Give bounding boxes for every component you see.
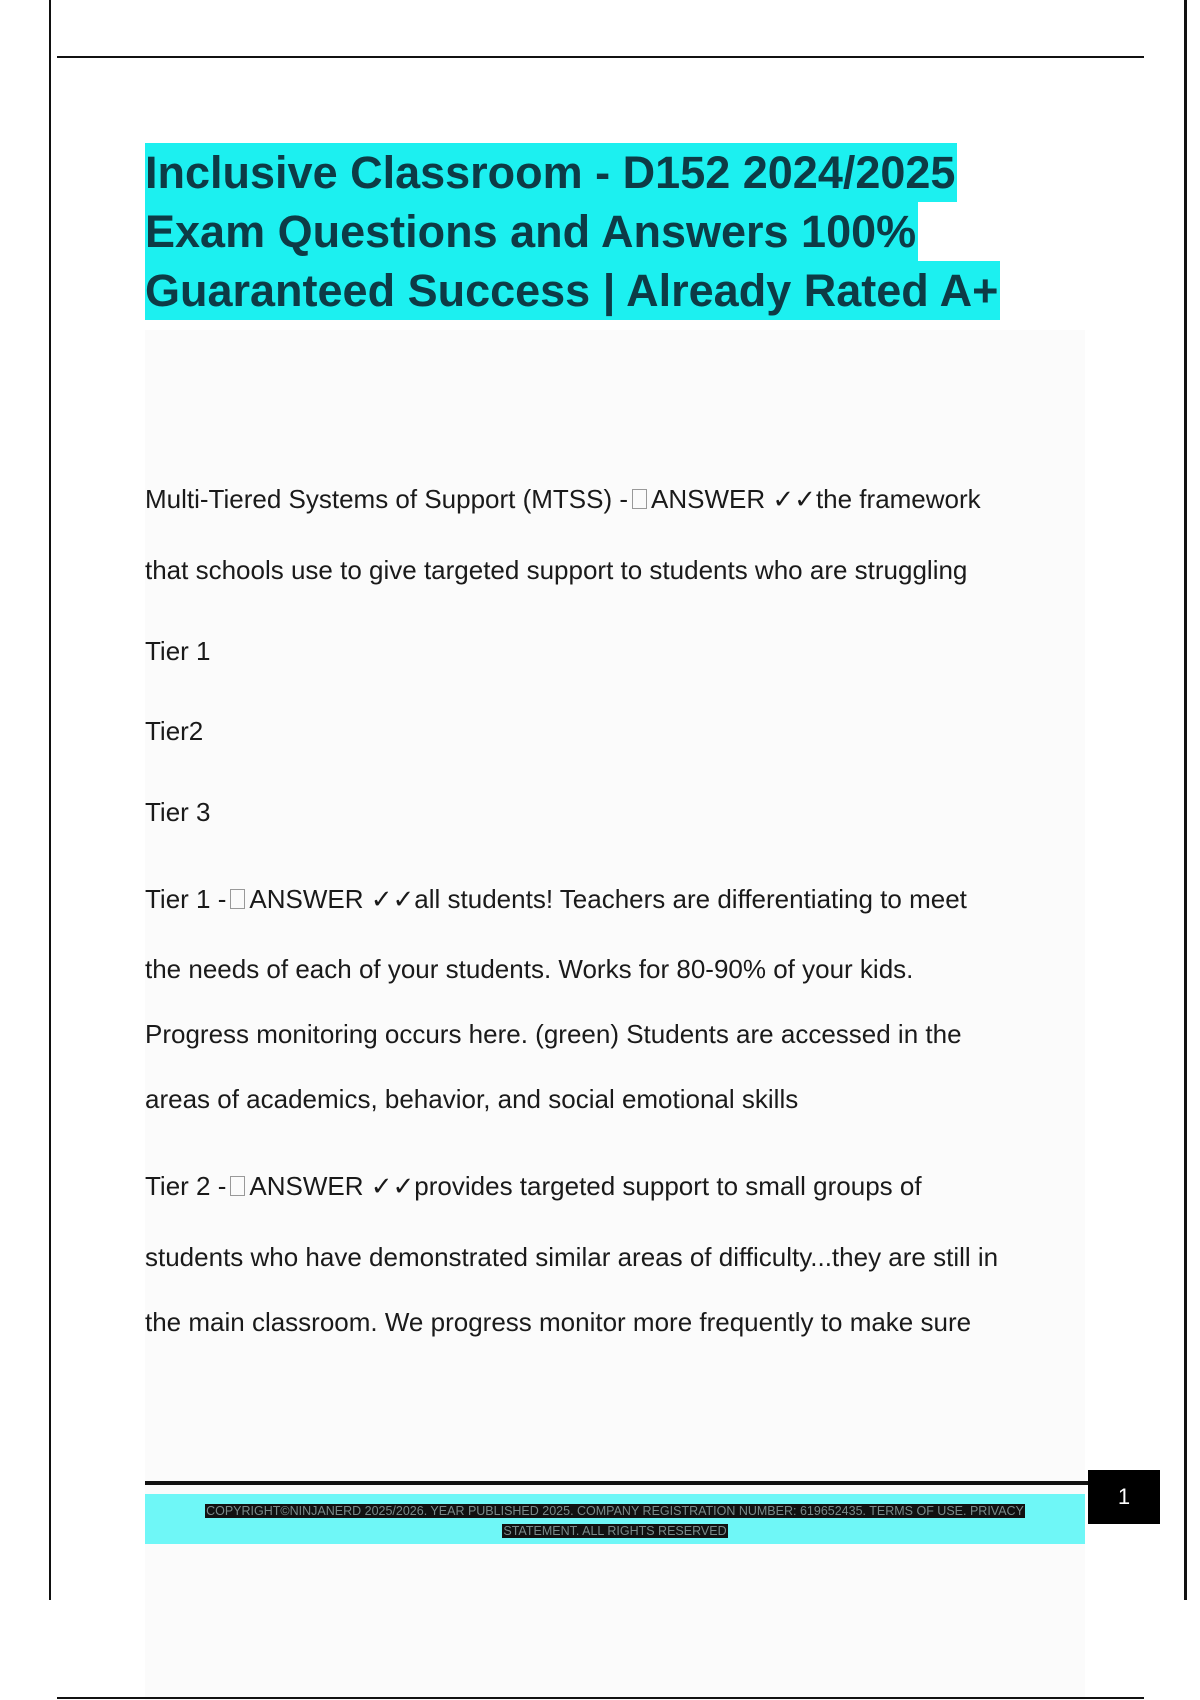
answer-text: that schools use to give targeted support to students who are struggling: [145, 555, 968, 585]
footer-bottom-rule: [57, 1697, 1144, 1699]
copyright-line-1: COPYRIGHT©NINJANERD 2025/2026. YEAR PUBLISHED 2025. COMPANY REGISTRATION NUMBER: 619652435. TERMS OF USE. PRIVACY: [206, 1504, 1024, 1518]
question-text: Multi-Tiered Systems of Support (MTSS) -: [145, 484, 629, 514]
question-text: Tier 1 -: [145, 884, 227, 914]
page-number: 1: [1088, 1470, 1160, 1524]
mtss-question: [145, 484, 1085, 515]
box-icon: [230, 889, 245, 909]
box-icon: [632, 489, 647, 509]
page-border-left: [49, 0, 51, 1600]
box-icon: [230, 1176, 245, 1196]
document-title: [145, 143, 1105, 320]
answer-text: Progress monitoring occurs here. (green) Students are accessed in the: [145, 1019, 962, 1049]
copyright-line-2: STATEMENT. ALL RIGHTS RESERVED: [503, 1524, 727, 1538]
answer-text: the needs of each of your students. Works for 80-90% of your kids.: [145, 954, 914, 984]
title-line-1: Inclusive Classroom - D152 2024/2025: [145, 143, 957, 202]
tier-label: Tier 1: [145, 636, 211, 666]
page-border-right: [1184, 0, 1187, 1600]
footer-rule: [145, 1481, 1090, 1485]
copyright-notice: [145, 1501, 1085, 1541]
answer-text: ANSWER ✓✓the framework: [651, 484, 981, 514]
answer-text: the main classroom. We progress monitor more frequently to make sure: [145, 1307, 972, 1337]
tier-label: Tier 3: [145, 797, 211, 827]
title-line-2: Exam Questions and Answers 100%: [145, 202, 918, 261]
answer-text: ANSWER ✓✓provides targeted support to small groups of: [249, 1171, 922, 1201]
tier2-question: [145, 1171, 1085, 1202]
tier1-question: [145, 884, 1085, 915]
title-line-3: Guaranteed Success | Already Rated A+: [145, 261, 1000, 320]
answer-text: ANSWER ✓✓all students! Teachers are differentiating to meet: [249, 884, 967, 914]
header-rule: [57, 56, 1144, 58]
question-text: Tier 2 -: [145, 1171, 227, 1201]
answer-text: students who have demonstrated similar areas of difficulty...they are still in: [145, 1242, 999, 1272]
answer-text: areas of academics, behavior, and social emotional skills: [145, 1084, 799, 1114]
tier-label: Tier2: [145, 716, 204, 746]
